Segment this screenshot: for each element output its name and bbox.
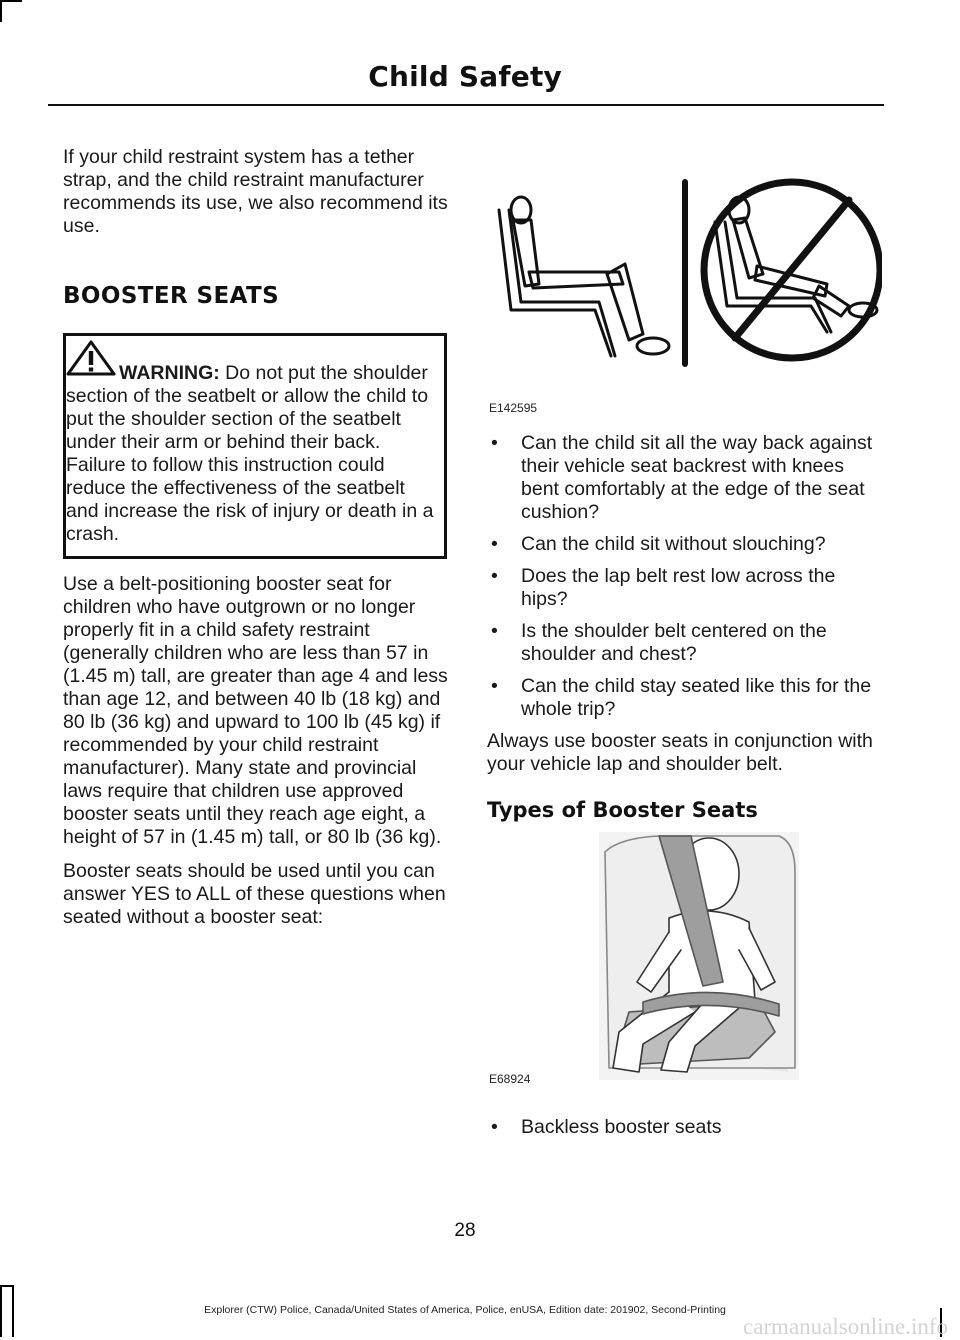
types-subheading: Types of Booster Seats [487, 798, 758, 822]
list-item: • Is the shoulder belt centered on the shoulder and chest? [491, 620, 827, 665]
bullet-glyph: • [491, 432, 498, 454]
left-column [63, 146, 448, 929]
booster-types-list [487, 1116, 882, 1139]
crop-mark [0, 0, 2, 22]
booster-conjunction-paragraph: Always use booster seats in conjunction with your vehicle lap and shoulder belt. [487, 730, 873, 775]
bullet-glyph: • [491, 620, 498, 642]
bullet-glyph: • [491, 565, 498, 587]
footer-text: Explorer (CTW) Police, Canada/United States of America, Police, enUSA, Edition date: 201902, Second-Printing [204, 1304, 726, 1316]
watermark: carmanualsonline.info [742, 1314, 948, 1339]
warning-triangle-icon [66, 340, 116, 376]
warning-text: Do not put the shoulder section of the seatbelt or allow the child to put the shoulder section of the seatbelt under their arm or behind their back. Failure to follow this instruction could reduce the effectiveness of the seatbelt and increase the risk of injury or death in a crash. [66, 362, 434, 545]
figure-code: E142595 [489, 401, 538, 415]
list-item: • Does the lap belt rest low across the hips? [491, 565, 836, 610]
right-column [487, 160, 882, 1148]
seating-posture-illustration [487, 160, 882, 380]
warning-label: WARNING: [119, 362, 220, 384]
bullet-glyph: • [491, 675, 498, 697]
page-number: 28 [454, 1220, 476, 1241]
header-divider [48, 104, 884, 106]
seating-posture-figure [487, 160, 882, 420]
list-item: • Can the child sit all the way back against their vehicle seat backrest with knees bent comfortably at the edge of the seat cushion? [491, 432, 873, 523]
backless-booster-illustration [599, 832, 799, 1080]
booster-usage-paragraph: Use a belt-positioning booster seat for children who have outgrown or no longer properly fit in a child safety restraint (generally children who are less than 57 in (1.45 m) tall, are greater than age 4 and less than age 12, and between 40 lb (18 kg) and 80 lb (36 kg) and upward to 100 lb (45 kg) if recommended by your child restraint manufacturer). Many state and provincial laws require that children use approved booster seats until they reach age eight, a height of 57 in (1.45 m) tall, or 80 lb (36 kg). [63, 573, 448, 848]
list-item: • Backless booster seats [491, 1116, 722, 1138]
intro-paragraph: If your child restraint system has a tether strap, and the child restraint manufacturer recommends its use, we also recommend its use. [63, 146, 448, 237]
crop-mark [2, 1285, 12, 1287]
page-title: Child Safety [368, 60, 562, 93]
booster-questions-list [487, 432, 882, 721]
booster-duration-paragraph: Booster seats should be used until you can answer YES to ALL of these questions when seated without a booster seat: [63, 860, 446, 928]
backless-booster-figure [487, 832, 882, 1102]
figure-code: E68924 [489, 1072, 531, 1086]
section-heading: BOOSTER SEATS [63, 283, 280, 309]
bullet-glyph: • [491, 533, 498, 555]
list-item: • Can the child stay seated like this for the whole trip? [491, 675, 872, 720]
crop-mark [0, 0, 22, 2]
list-item: • Can the child sit without slouching? [491, 533, 826, 555]
bullet-glyph: • [491, 1116, 498, 1138]
warning-box [63, 333, 447, 559]
